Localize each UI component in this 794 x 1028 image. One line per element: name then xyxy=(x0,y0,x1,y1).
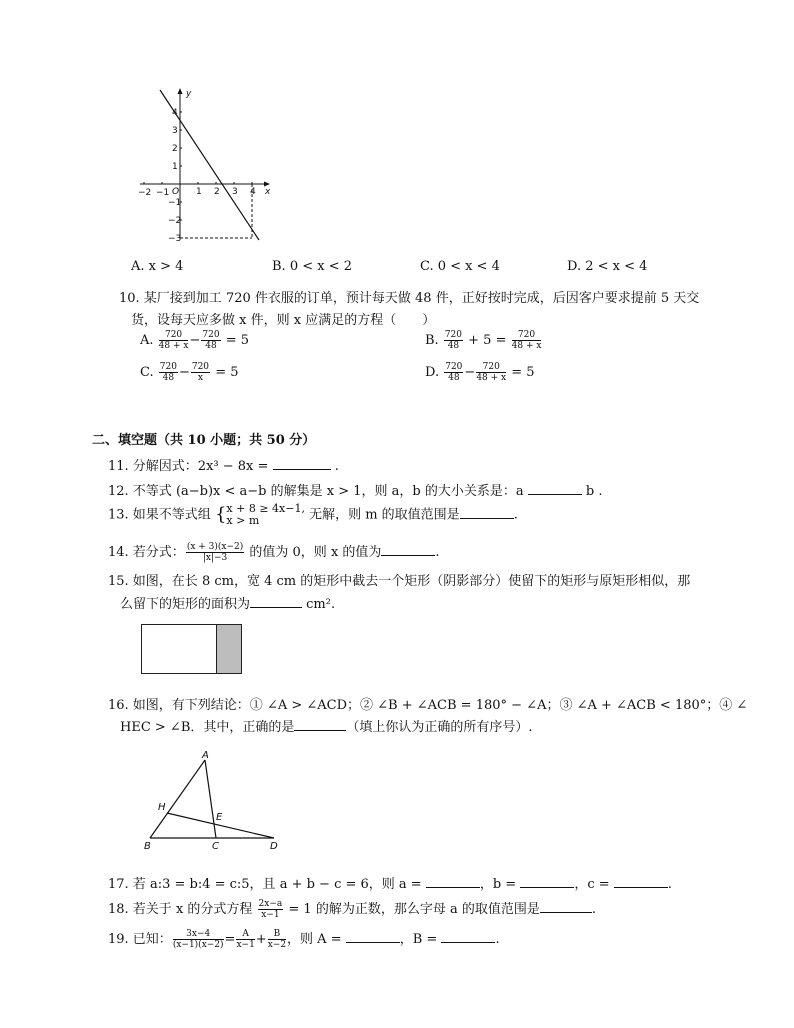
q9-option-a: A. x > 4 xyxy=(131,259,184,274)
q9-option-b: B. 0 < x < 2 xyxy=(272,259,353,274)
q15-line2: 么留下的矩形的面积为 cm². xyxy=(120,597,336,612)
x-tick-label: 1 xyxy=(196,187,202,197)
point-label-e: E xyxy=(216,812,223,823)
y-tick-label: 4 xyxy=(172,108,178,118)
y-axis-arrow-icon xyxy=(178,88,183,94)
section-title: 二、填空题（共 10 小题；共 50 分） xyxy=(92,433,316,448)
point-label-c: C xyxy=(212,841,219,852)
x-tick-label: 4 xyxy=(250,187,256,197)
q19: 19. 已知： $\frac{3x-4}{(x-1)(x-2)}$ = $\frac{A}{x-1}$ + $\frac{B}{x-2}$ ，则 A = ，B = . xyxy=(108,929,500,950)
x-tick-label: −2 xyxy=(138,188,152,198)
q15-line1: 15. 如图，在长 8 cm，宽 4 cm 的矩形中截去一个矩形（阴影部分）使留下的矩形与原矩形相似，那 xyxy=(108,574,691,589)
q10-line2: 货，设每天应多做 x 件，则 x 应满足的方程（ ） xyxy=(131,313,436,328)
shaded-rectangle xyxy=(216,625,241,673)
q16-triangle-figure xyxy=(140,748,280,853)
y-tick-label: −3 xyxy=(168,234,182,244)
q9-option-d: D. 2 < x < 4 xyxy=(567,259,648,274)
q17: 17. 若 a:3 = b:4 = c:5，且 a + b − c = 6，则 a = ，b = ，c = . xyxy=(108,877,672,892)
x-tick-label: 3 xyxy=(232,187,238,197)
y-tick-label: −2 xyxy=(168,216,182,226)
q18: 18. 若关于 x 的分式方程 $\frac{2x-a}{x-1}$ = 1 的解为正数，那么字母 a 的取值范围是 . xyxy=(108,899,596,920)
x-tick-label: −1 xyxy=(156,188,170,198)
y-axis-label: y xyxy=(186,89,192,99)
q14: 14. 若分式： $\frac{(x + 3)(x-2)}{|x|-3}$ 的值为 0，则 x 的值为 . xyxy=(108,542,440,563)
q10-option-b: B. $\frac{720}{48}$ + 5 = $\frac{720}{48 + x}$ xyxy=(425,330,542,351)
y-tick-label: 1 xyxy=(172,162,178,172)
x-tick-label: 2 xyxy=(214,187,220,197)
x-axis-label: x xyxy=(265,187,271,197)
q13: 13. 如果不等式组 { x + 8 ≥ 4x−1, x > m 无解，则 m 的取值范围是 . xyxy=(108,502,518,527)
q16-line1: 16. 如图，有下列结论：① ∠A > ∠ACD；② ∠B + ∠ACB = 180° − ∠A；③ ∠A + ∠ACB < 180°；④ ∠ xyxy=(108,698,748,713)
q11: 11. 分解因式：2x³ − 8x = . xyxy=(108,459,339,474)
y-tick-label: 3 xyxy=(172,126,178,136)
y-tick-label: 2 xyxy=(172,144,178,154)
q9-coordinate-graph xyxy=(136,84,276,244)
q16-line2: HEC > ∠B．其中，正确的是 （填上你认为正确的所有序号）. xyxy=(120,720,533,735)
point-label-a: A xyxy=(202,750,209,761)
q10-option-a: A. $\frac{720}{48 + x}$ − $\frac{720}{48}$ = 5 xyxy=(140,330,249,351)
q10-line1: 10. 某厂接到加工 720 件衣服的订单，预计每天做 48 件，正好按时完成，后因客户要求提前 5 天交 xyxy=(119,291,700,306)
y-tick-label: −1 xyxy=(168,198,182,208)
point-label-h: H xyxy=(158,802,166,813)
q12: 12. 不等式 (a−b)x < a−b 的解集是 x > 1，则 a，b 的大小关系是：a b . xyxy=(108,484,603,499)
q9-option-c: C. 0 < x < 4 xyxy=(420,259,500,274)
q15-rectangle-figure xyxy=(141,624,242,674)
q10-option-d: D. $\frac{720}{48}$ − $\frac{720}{48 + x}$ = 5 xyxy=(425,362,535,383)
origin-label: O xyxy=(172,187,180,197)
point-label-b: B xyxy=(144,841,151,852)
x-axis-arrow-icon xyxy=(264,182,270,187)
q10-option-c: C. $\frac{720}{48}$ − $\frac{720}{x}$ = 5 xyxy=(140,362,239,383)
point-label-d: D xyxy=(270,841,278,852)
